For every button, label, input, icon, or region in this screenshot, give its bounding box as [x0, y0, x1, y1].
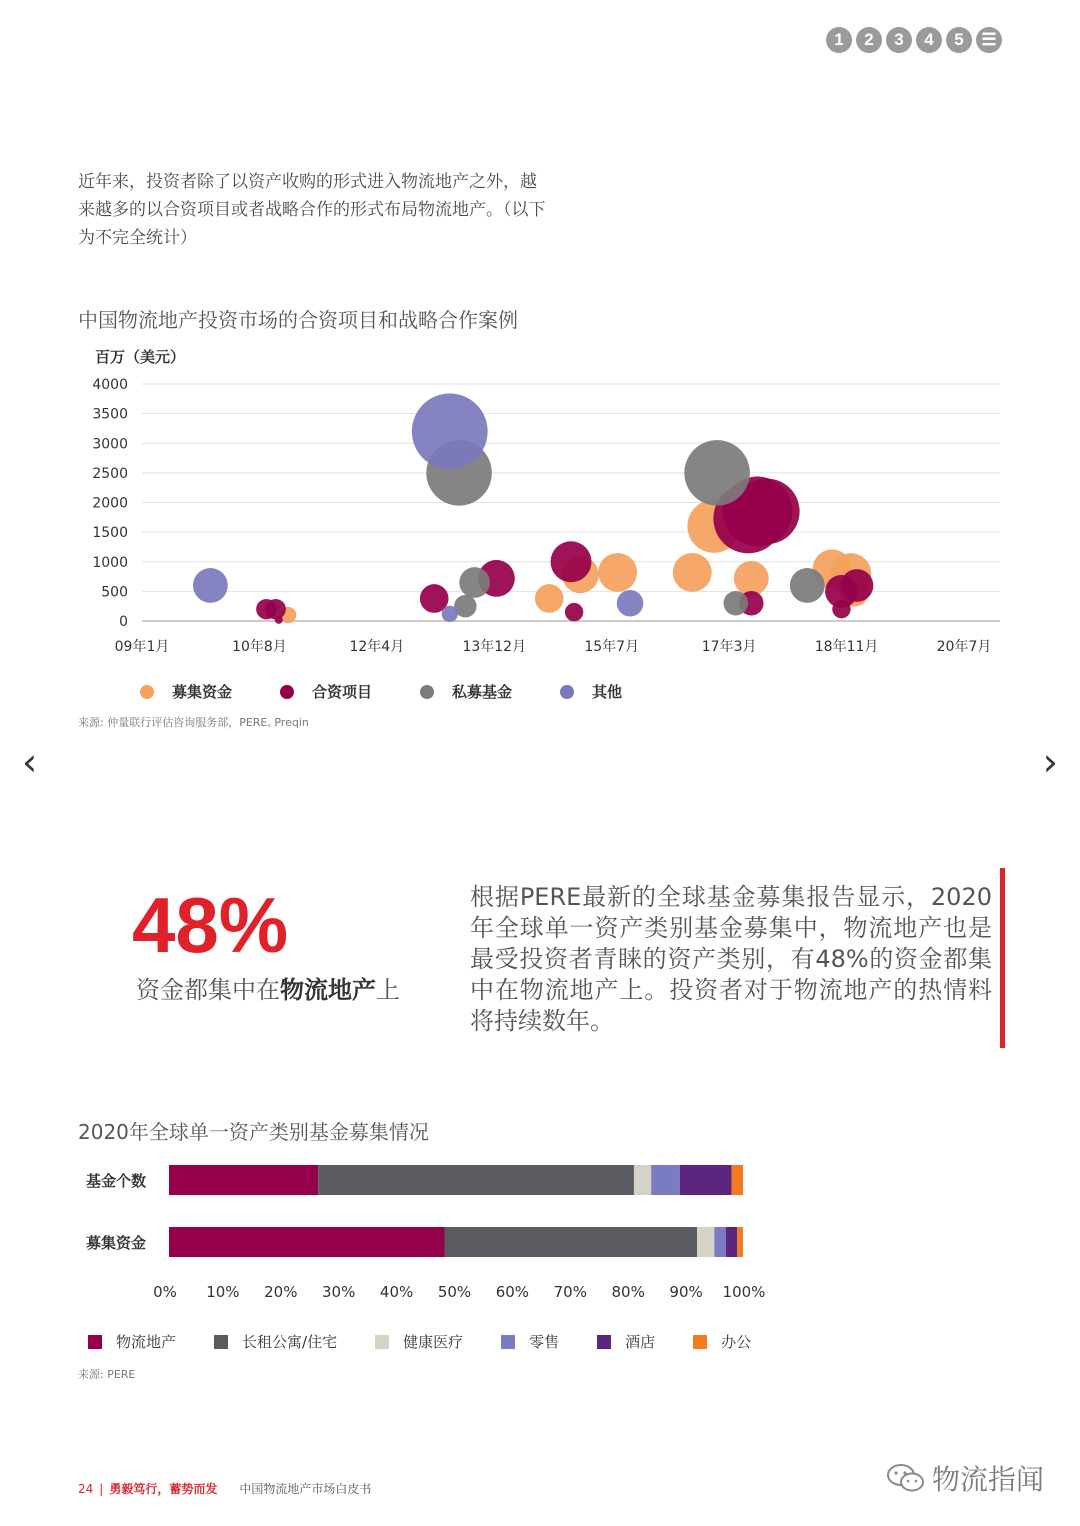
legend-swatch: [214, 1335, 228, 1349]
footer-separator: |: [99, 1481, 104, 1496]
y-tick-label: 3000: [92, 436, 128, 453]
legend-label: 其他: [592, 683, 623, 701]
bubble-point: [724, 591, 749, 616]
bar-segment: [714, 1227, 725, 1257]
bar-segment: [318, 1165, 634, 1195]
legend-label: 募集资金: [172, 683, 233, 701]
legend-swatch: [597, 1335, 611, 1349]
bubble-point: [684, 440, 750, 506]
legend-item: [280, 681, 372, 702]
page-footer: [78, 1480, 371, 1497]
stat-value: 48%: [132, 881, 289, 969]
x-tick-label: 09年1月: [114, 639, 170, 655]
legend-label: 零售: [529, 1333, 560, 1351]
y-tick-label: 1000: [92, 554, 128, 571]
x-tick-label: 10年8月: [232, 639, 287, 655]
y-tick-label: 1500: [92, 525, 128, 542]
bar-segment: [697, 1227, 714, 1257]
next-page-arrow-icon[interactable]: ›: [1042, 740, 1058, 784]
legend-item: [560, 681, 622, 702]
bubble-point: [193, 568, 228, 603]
bar-category-label: 基金个数: [86, 1172, 147, 1190]
menu-icon[interactable]: ☰: [976, 27, 1002, 53]
bubble-point: [832, 600, 850, 618]
bar-segment: [726, 1227, 737, 1257]
stat-caption-post: 上: [376, 976, 400, 1004]
legend-item: [420, 681, 512, 702]
bar-source: 来源: PERE: [78, 1368, 136, 1381]
chapter-3-button[interactable]: 3: [886, 27, 912, 53]
x-tick-label: 20%: [264, 1283, 298, 1301]
x-tick-label: 18年11月: [814, 639, 879, 655]
bubble-point: [551, 541, 592, 582]
footer-book-title: 中国物流地产市场白皮书: [239, 1482, 372, 1496]
legend-item: [597, 1331, 655, 1352]
bubble-point: [790, 568, 825, 603]
legend-label: 长租公寓/住宅: [242, 1333, 338, 1351]
chapter-4-button[interactable]: 4: [916, 27, 942, 53]
x-tick-label: 40%: [379, 1283, 414, 1301]
x-tick-label: 80%: [611, 1283, 645, 1301]
wechat-icon: [886, 1462, 926, 1494]
legend-label: 私募基金: [452, 683, 513, 701]
legend-label: 酒店: [625, 1333, 656, 1351]
quote-text: 根据PERE最新的全球基金募集报告显示，2020年全球单一资产类别基金募集中，物流地产也是最受投资者青睐的资产类别，有48%的资金都集中在物流地产上。投资者对于物流地产的热情料将持续数年。: [470, 883, 992, 1035]
bar-segment: [680, 1165, 732, 1195]
legend-item: [375, 1331, 463, 1352]
legend-swatch: [693, 1335, 707, 1349]
bar-segment: [737, 1227, 743, 1257]
bar-chart: [0, 1150, 1080, 1310]
bar-legend: [88, 1331, 799, 1352]
bar-segment: [732, 1165, 743, 1195]
x-tick-label: 20年7月: [936, 639, 992, 655]
bubble-point: [412, 393, 488, 469]
bar-segment: [169, 1165, 318, 1195]
chapter-2-button[interactable]: 2: [856, 27, 882, 53]
y-tick-label: 2000: [92, 495, 128, 512]
watermark-text: 物流指闻: [931, 1463, 1044, 1496]
x-tick-label: 90%: [669, 1283, 703, 1301]
legend-label: 健康医疗: [403, 1333, 464, 1351]
bar-chart-title: 2020年全球单一资产类别基金募集情况: [78, 1120, 429, 1144]
legend-item: [693, 1331, 751, 1352]
stat-caption-pre: 资金都集中在: [136, 976, 280, 1004]
stat-caption: [136, 970, 400, 1005]
legend-item: [140, 681, 232, 702]
x-tick-label: 100%: [722, 1283, 766, 1301]
x-tick-label: 17年3月: [701, 639, 757, 655]
x-tick-label: 13年12月: [462, 639, 527, 655]
legend-label: 办公: [721, 1333, 752, 1351]
intro-paragraph: 近年来，投资者除了以资产收购的形式进入物流地产之外，越来越多的以合资项目或者战略合作的形式布局物流地产。（以下为不完全统计）: [78, 172, 546, 248]
chapter-5-button[interactable]: 5: [946, 27, 972, 53]
bar-segment: [634, 1165, 651, 1195]
bar-category-label: 募集资金: [86, 1234, 147, 1252]
x-tick-label: 10%: [206, 1283, 240, 1301]
x-tick-label: 15年7月: [584, 639, 640, 655]
legend-swatch: [560, 685, 574, 699]
legend-label: 合资项目: [312, 683, 373, 701]
x-tick-label: 50%: [437, 1283, 472, 1301]
legend-label: 物流地产: [116, 1333, 177, 1351]
x-tick-label: 12年4月: [349, 639, 405, 655]
x-tick-label: 60%: [495, 1283, 530, 1301]
bubble-point: [265, 599, 285, 619]
legend-swatch: [88, 1335, 102, 1349]
y-tick-label: 4000: [92, 377, 128, 393]
bubble-legend: [140, 681, 670, 702]
bubble-point: [598, 553, 637, 592]
legend-swatch: [420, 685, 434, 699]
bubble-chart-unit: 百万（美元）: [95, 348, 186, 366]
prev-page-arrow-icon[interactable]: ‹: [22, 740, 38, 784]
x-tick-label: 30%: [322, 1283, 356, 1301]
bubble-source: 来源: 仲量联行评估咨询服务部，PERE, Preqin: [78, 716, 309, 729]
bubble-point: [617, 590, 644, 617]
bubble-chart: [0, 365, 1080, 665]
chapter-1-button[interactable]: 1: [826, 27, 852, 53]
y-tick-label: 500: [101, 584, 128, 601]
stat-caption-bold: 物流地产: [280, 976, 376, 1004]
legend-item: [88, 1331, 176, 1352]
x-tick-label: 0%: [153, 1283, 177, 1301]
bubble-point: [535, 584, 564, 613]
bubble-point: [673, 553, 712, 592]
bar-segment: [445, 1227, 698, 1257]
legend-item: [214, 1331, 337, 1352]
bubble-chart-title: 中国物流地产投资市场的合资项目和战略合作案例: [78, 308, 518, 332]
y-tick-label: 2500: [92, 465, 128, 482]
watermark: [886, 1458, 1044, 1498]
bubble-point: [275, 616, 283, 624]
page-number: 24: [78, 1481, 94, 1496]
legend-item: [501, 1331, 559, 1352]
bubble-point: [841, 569, 874, 602]
y-tick-label: 3500: [92, 406, 128, 423]
bubble-point: [442, 606, 458, 622]
x-tick-label: 70%: [553, 1283, 587, 1301]
bubble-point: [459, 567, 490, 598]
bubble-point: [734, 561, 769, 596]
y-tick-label: 0: [119, 614, 128, 630]
legend-swatch: [280, 685, 294, 699]
bar-segment: [651, 1165, 680, 1195]
legend-swatch: [140, 685, 154, 699]
quote-accent-bar: [1000, 868, 1005, 1048]
chapter-nav: [826, 27, 1002, 53]
footer-tagline: 勇毅笃行，蓄势而发: [109, 1482, 218, 1496]
bar-segment: [169, 1227, 445, 1257]
bubble-point: [565, 603, 583, 621]
legend-swatch: [375, 1335, 389, 1349]
legend-swatch: [501, 1335, 515, 1349]
